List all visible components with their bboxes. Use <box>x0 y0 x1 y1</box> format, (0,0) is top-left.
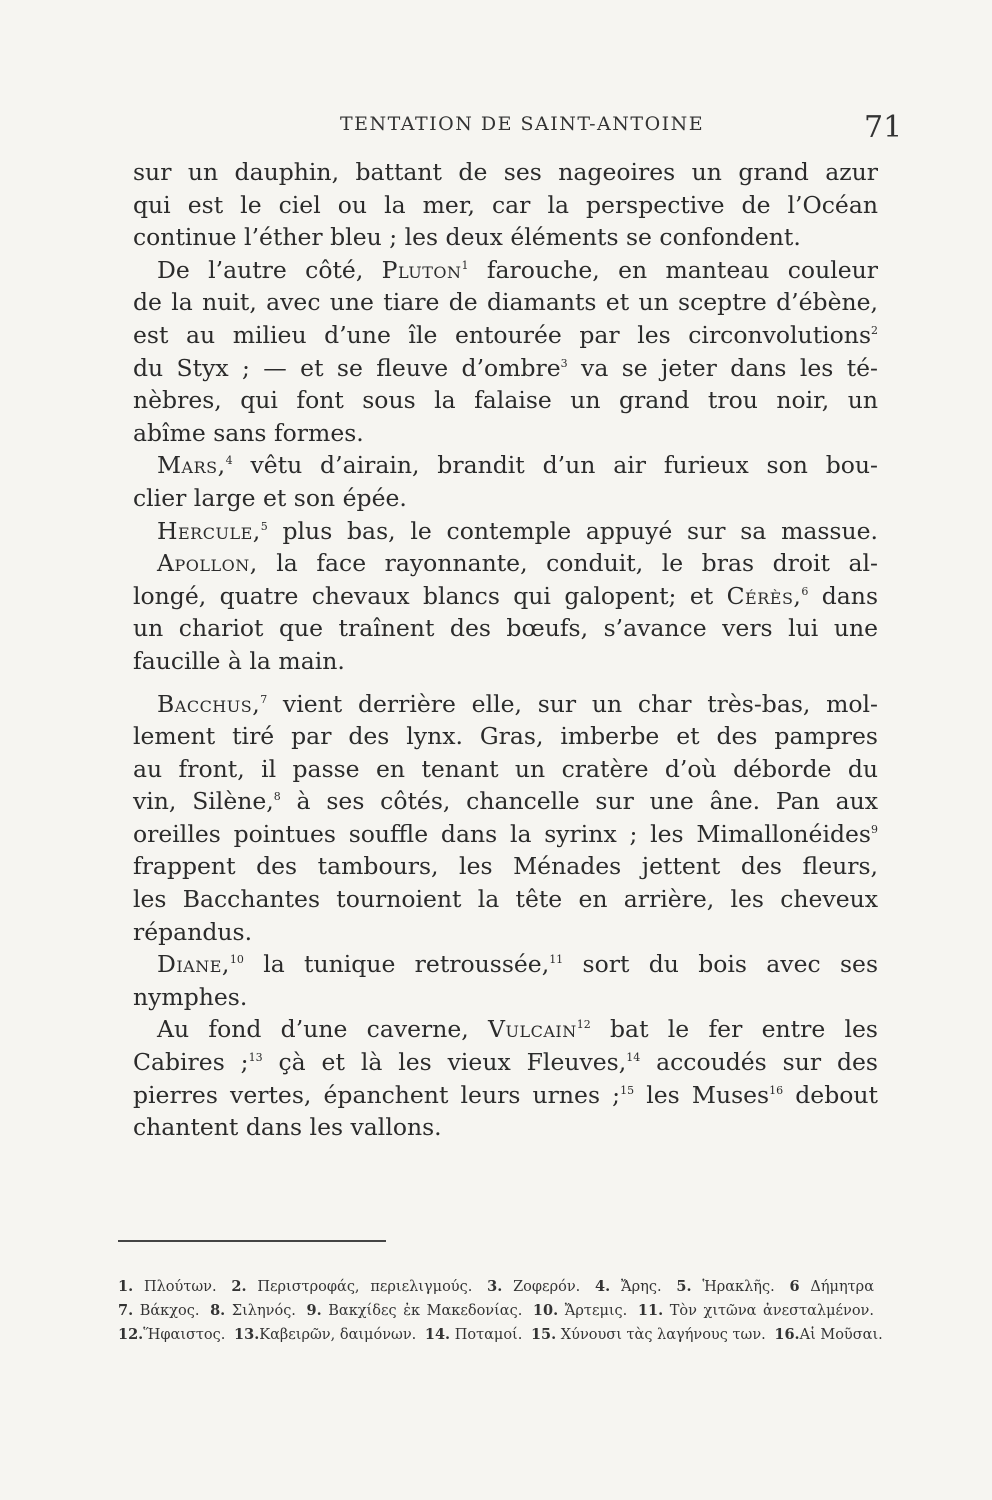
footnotes <box>118 1275 883 1347</box>
footnote-marker: 6 <box>801 584 809 598</box>
footnote-number: 7. <box>118 1302 134 1319</box>
text-run: bat le fer entre les <box>590 1015 878 1044</box>
text-line <box>133 883 878 916</box>
footnote-number: 10. <box>532 1302 559 1319</box>
footnote <box>210 1303 302 1319</box>
text-line <box>133 612 878 645</box>
footnote <box>307 1303 529 1319</box>
text-run: abîme sans formes. <box>133 418 364 447</box>
footnote-marker: 4 <box>225 454 233 468</box>
text-line <box>133 449 878 482</box>
footnote-number: 11. <box>637 1302 664 1319</box>
text-run: vin, Silène, <box>133 787 274 816</box>
footnote-marker: 1 <box>461 258 469 272</box>
footnote-number: 6 <box>789 1278 800 1295</box>
footnote-line <box>118 1323 883 1347</box>
text-run: va se jeter dans les té- <box>567 353 878 382</box>
text-run: çà et là les vieux Fleuves, <box>262 1048 627 1077</box>
text-run: pierres vertes, épanchent leurs urnes ; <box>133 1080 621 1109</box>
text-run: vient derrière elle, sur un char très-bas, mol- <box>267 689 878 718</box>
text-run: De l’autre côté, <box>157 255 382 284</box>
name-bacchus: Bacchus, <box>157 689 261 718</box>
text-run: sort du bois avec ses <box>563 950 878 979</box>
page-number: 71 <box>864 110 903 145</box>
footnote-line <box>118 1275 878 1299</box>
text-run: continue l’éther bleu ; les deux éléments se confondent. <box>133 223 801 252</box>
footnote-text: Βακχίδες ἐκ Μακεδονίας. <box>321 1303 529 1319</box>
footnote-number: 12. <box>118 1326 144 1343</box>
footnote-text: Ποταμοί. <box>450 1327 527 1343</box>
footnote-marker: 2 <box>871 323 878 337</box>
text-line <box>133 1111 878 1144</box>
footnote-number: 13. <box>234 1326 260 1343</box>
name-apollon: Apollon, <box>157 549 258 578</box>
text-line <box>133 645 878 678</box>
footnote-text: Αἱ Μοῦσαι. <box>799 1327 883 1343</box>
text-run: accoudés sur des <box>640 1048 878 1077</box>
footnote-text: Πλούτων. <box>133 1279 228 1295</box>
name-diane: Diane, <box>157 950 230 979</box>
footnote-number: 8. <box>210 1302 226 1319</box>
text-line <box>133 1046 878 1079</box>
footnote <box>533 1303 634 1319</box>
footnote-text: Ἡρακλῆς. <box>691 1279 786 1295</box>
text-run: debout <box>783 1080 878 1109</box>
footnote-text: Περιστροφάς, περιελιγμούς. <box>246 1279 484 1295</box>
footnote <box>595 1279 672 1295</box>
footnote-line <box>118 1299 878 1323</box>
footnote-text: Χύνουσι τὰς λαγήνους των. <box>556 1327 766 1343</box>
text-run: du Styx ; — et se fleuve d’ombre <box>133 353 561 382</box>
footnote-number: 4. <box>595 1278 611 1295</box>
name-hercule: Hercule, <box>157 516 261 545</box>
footnote-rule <box>118 1240 386 1242</box>
text-run: chantent dans les vallons. <box>133 1113 442 1142</box>
text-run: faucille à la main. <box>133 646 345 675</box>
text-line <box>133 688 878 721</box>
text-line <box>133 753 878 786</box>
text-run: lement tiré par des lynx. Gras, imberbe et des pampres <box>133 722 878 751</box>
running-title: TENTATION DE SAINT-ANTOINE <box>340 113 705 135</box>
footnote <box>774 1327 882 1343</box>
text-line <box>133 948 878 981</box>
footnote-marker: 8 <box>273 790 281 804</box>
text-line <box>133 189 878 222</box>
footnote-number: 5. <box>676 1278 692 1295</box>
footnote-text: Σιληνός. <box>225 1303 303 1319</box>
footnote <box>234 1327 421 1343</box>
text-line <box>133 720 878 753</box>
text-run: de la nuit, avec une tiare de diamants et un sceptre d’ébène, <box>133 288 878 317</box>
footnote <box>638 1303 874 1319</box>
footnote-marker: 3 <box>560 356 568 370</box>
text-line <box>133 352 878 385</box>
text-line <box>133 981 878 1014</box>
footnote-number: 1. <box>118 1278 134 1295</box>
footnote-number: 14. <box>424 1326 451 1343</box>
footnote-text: Ἄρης. <box>610 1279 673 1295</box>
text-line <box>133 547 878 580</box>
text-run: répandus. <box>133 917 253 946</box>
text-run: au front, il passe en tenant un cratère d’où déborde du <box>133 754 878 783</box>
text-line <box>133 850 878 883</box>
text-line <box>133 785 878 818</box>
text-run: les Muses <box>634 1080 770 1109</box>
text-run: nymphes. <box>133 982 248 1011</box>
footnote-marker: 12 <box>576 1018 591 1032</box>
footnote-marker: 13 <box>248 1051 263 1065</box>
text-run: sur un dauphin, battant de ses nageoires un grand azur <box>133 158 878 186</box>
footnote <box>676 1279 785 1295</box>
text-run: clier large et son épée. <box>133 483 407 512</box>
text-run: oreilles pointues souffle dans la syrinx ; les Mimallonéides <box>133 819 871 848</box>
text-line <box>133 916 878 949</box>
text-run: Au fond d’une caverne, <box>157 1015 489 1044</box>
text-run: plus bas, le contemple appuyé sur sa massue. <box>267 516 878 545</box>
text-run: longé, quatre chevaux blancs qui galopent; et <box>133 581 727 610</box>
footnote <box>118 1303 206 1319</box>
footnote <box>118 1279 227 1295</box>
footnote-marker: 5 <box>260 519 268 533</box>
footnote-number: 3. <box>487 1278 503 1295</box>
name-mars: Mars, <box>157 451 226 480</box>
footnote-marker: 11 <box>549 953 564 967</box>
footnote <box>118 1327 230 1343</box>
text-line <box>133 1013 878 1046</box>
text-line <box>133 319 878 352</box>
footnote <box>231 1279 483 1295</box>
text-run: dans <box>808 581 879 610</box>
text-line <box>133 286 878 319</box>
text-line <box>133 1079 878 1112</box>
text-run: frappent des tambours, les Ménades jettent des fleurs, <box>133 852 878 881</box>
text-line <box>133 482 878 515</box>
text-line <box>133 580 878 613</box>
footnote-number: 15. <box>530 1326 557 1343</box>
text-run: qui est le ciel ou la mer, car la perspective de l’Océan <box>133 190 878 219</box>
text-line <box>133 156 878 189</box>
footnote-marker: 15 <box>620 1083 635 1097</box>
text-line <box>133 221 878 254</box>
text-run: la tunique retroussée, <box>243 950 550 979</box>
text-run: vêtu d’airain, brandit d’un air furieux son bou- <box>232 451 878 480</box>
name-pluton: Pluton <box>381 255 462 284</box>
footnote-text: Βάκχος. <box>133 1303 207 1319</box>
name-ceres: Cérès, <box>726 581 802 610</box>
footnote-text: Τὸν χιτῶνα ἀνεσταλμένον. <box>663 1303 874 1319</box>
footnote-marker: 10 <box>229 953 244 967</box>
footnote-marker: 14 <box>626 1051 641 1065</box>
text-run: un chariot que traînent des bœufs, s’avance vers lui une <box>133 614 878 643</box>
text-line <box>133 818 878 851</box>
footnote <box>531 1327 766 1343</box>
body-text <box>133 156 878 1144</box>
footnote-number: 9. <box>306 1302 322 1319</box>
footnote-text: Ἥφαιστος. <box>143 1327 231 1343</box>
text-run: nèbres, qui font sous la falaise un grand trou noir, un <box>133 386 878 415</box>
text-run: la face rayonnante, conduit, le bras droit al- <box>257 549 878 578</box>
footnote <box>790 1279 875 1295</box>
name-vulcain: Vulcain <box>488 1015 577 1044</box>
footnote-text: Καβειρῶν, δαιμόνων. <box>259 1327 421 1343</box>
text-line <box>133 254 878 287</box>
footnote-text: Δήμητρα <box>799 1279 875 1295</box>
text-run: à ses côtés, chancelle sur une âne. Pan aux <box>280 787 878 816</box>
footnote-marker: 16 <box>769 1083 784 1097</box>
text-run: Cabires ; <box>133 1048 249 1077</box>
footnote-number: 2. <box>231 1278 247 1295</box>
text-run: les Bacchantes tournoient la tête en arrière, les cheveux <box>133 885 878 914</box>
footnote <box>425 1327 527 1343</box>
footnote-marker: 7 <box>260 692 268 706</box>
text-line <box>133 515 878 548</box>
footnote-text: Ἄρτεμις. <box>558 1303 634 1319</box>
text-line <box>133 384 878 417</box>
footnote-number: 16. <box>774 1326 800 1343</box>
text-run: est au milieu d’une île entourée par les circonvolutions <box>133 320 871 349</box>
text-run: farouche, en manteau couleur <box>468 255 879 284</box>
footnote-marker: 9 <box>871 822 878 836</box>
text-line <box>133 417 878 450</box>
footnote-text: Ζοφερόν. <box>502 1279 592 1295</box>
footnote <box>487 1279 591 1295</box>
